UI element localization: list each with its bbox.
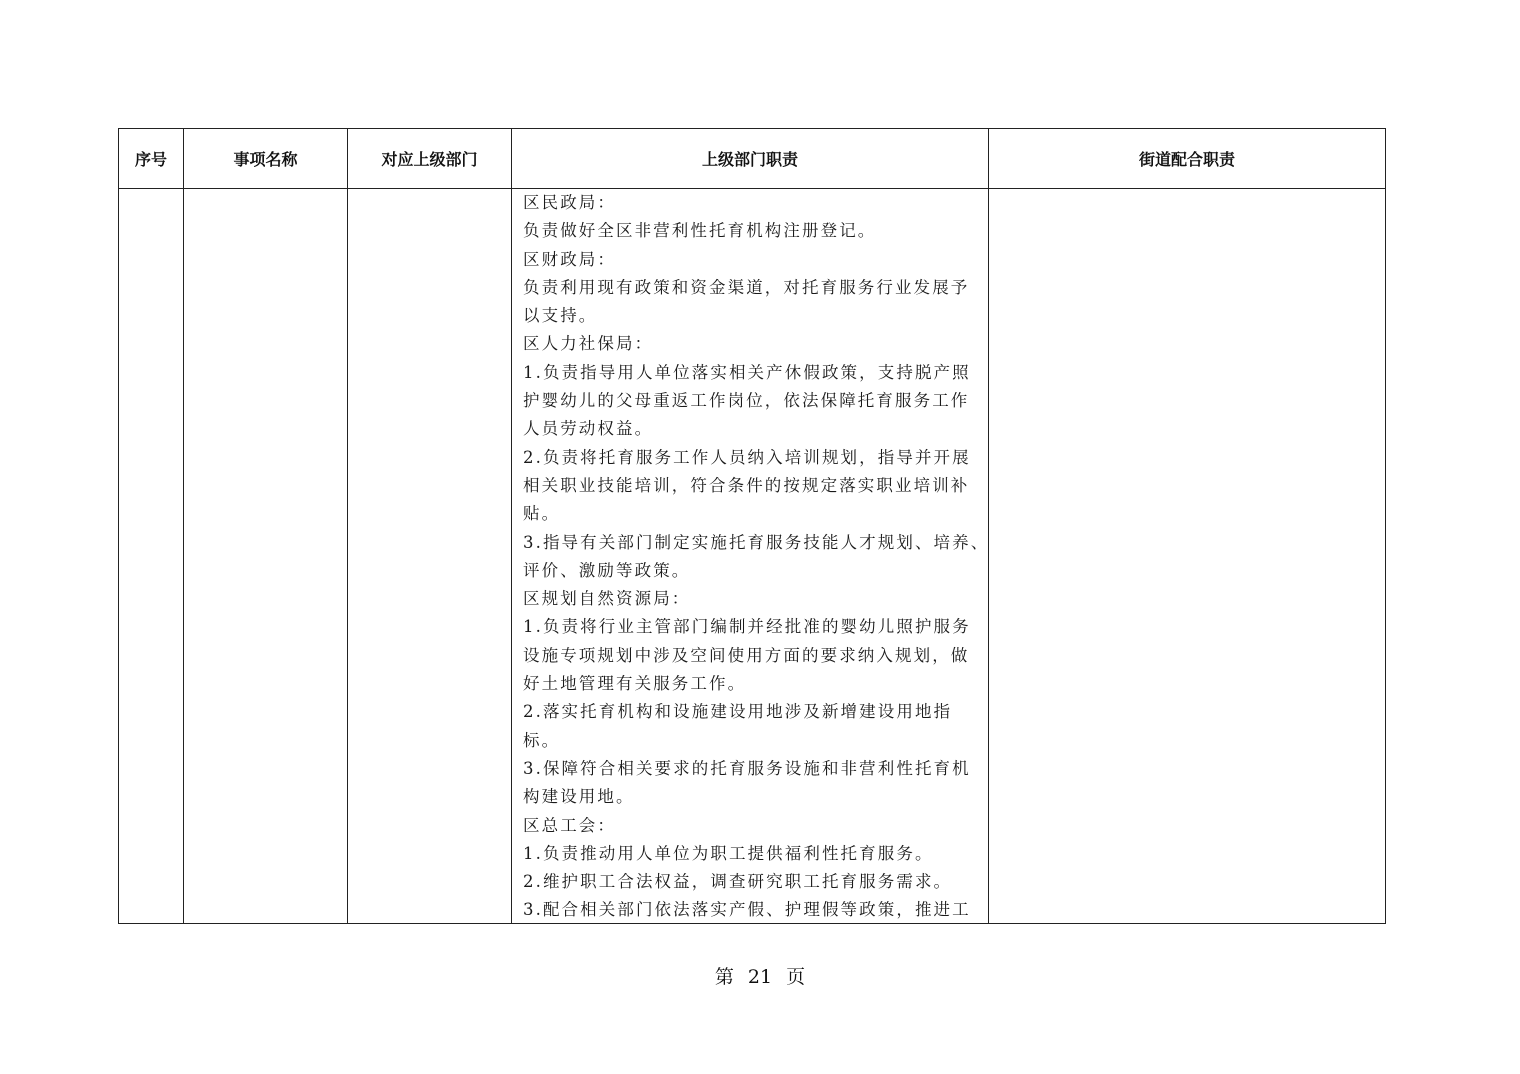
page-suffix: 页	[786, 966, 806, 988]
page-number: 21	[747, 966, 773, 988]
duty-line: 区民政局：	[523, 193, 616, 212]
duty-line: 贴。	[523, 504, 561, 524]
duty-line: 好土地管理有关服务工作。	[523, 674, 747, 694]
duty-line: 2.落实托育机构和设施建设用地涉及新增建设用地指	[523, 702, 953, 722]
column-divider	[183, 129, 184, 923]
duty-line: 1.负责指导用人单位落实相关产休假政策，支持脱产照	[523, 362, 971, 382]
duty-line: 相关职业技能培训，符合条件的按规定落实职业培训补	[523, 475, 970, 495]
page-footer	[0, 962, 1520, 989]
duty-line: 1.负责将行业主管部门编制并经批准的婴幼儿照护服务	[523, 617, 971, 637]
duty-table	[118, 128, 1386, 924]
duty-line: 护婴幼儿的父母重返工作岗位，依法保障托育服务工作	[523, 391, 970, 411]
column-divider	[347, 129, 348, 923]
column-divider	[511, 129, 512, 923]
duty-line: 负责利用现有政策和资金渠道，对托育服务行业发展予	[523, 277, 970, 297]
duty-line: 3.保障符合相关要求的托育服务设施和非营利性托育机	[523, 758, 971, 778]
duty-line: 3.配合相关部门依法落实产假、护理假等政策，推进工	[523, 900, 971, 920]
duty-line: 1.负责推动用人单位为职工提供福利性托育服务。	[523, 843, 934, 863]
header-index: 序号	[134, 150, 167, 169]
duty-line: 2.维护职工合法权益，调查研究职工托育服务需求。	[523, 872, 953, 892]
duty-line: 评价、激励等政策。	[523, 560, 691, 580]
duty-line: 2.负责将托育服务工作人员纳入培训规划，指导并开展	[523, 447, 971, 467]
duty-line: 构建设用地。	[523, 787, 635, 807]
duty-line: 人员劳动权益。	[523, 419, 654, 439]
upper-duty-cell	[523, 189, 989, 925]
duty-line: 负责做好全区非营利性托育机构注册登记。	[523, 221, 877, 241]
duty-line: 区规划自然资源局：	[523, 589, 691, 609]
duty-line: 以支持。	[523, 306, 598, 326]
header-upper-duty: 上级部门职责	[701, 150, 798, 169]
page-prefix: 第	[714, 966, 734, 988]
duty-line: 区人力社保局：	[523, 334, 654, 354]
duty-line: 区财政局：	[523, 249, 616, 269]
duty-line: 设施专项规划中涉及空间使用方面的要求纳入规划，做	[523, 645, 970, 665]
header-street-duty: 街道配合职责	[1138, 150, 1235, 169]
duty-line: 3.指导有关部门制定实施托育服务技能人才规划、培养、	[523, 532, 989, 552]
header-upper-dept: 对应上级部门	[381, 150, 478, 169]
duty-line: 区总工会：	[523, 815, 616, 835]
duty-line: 标。	[523, 730, 561, 750]
header-item-name: 事项名称	[233, 150, 298, 169]
